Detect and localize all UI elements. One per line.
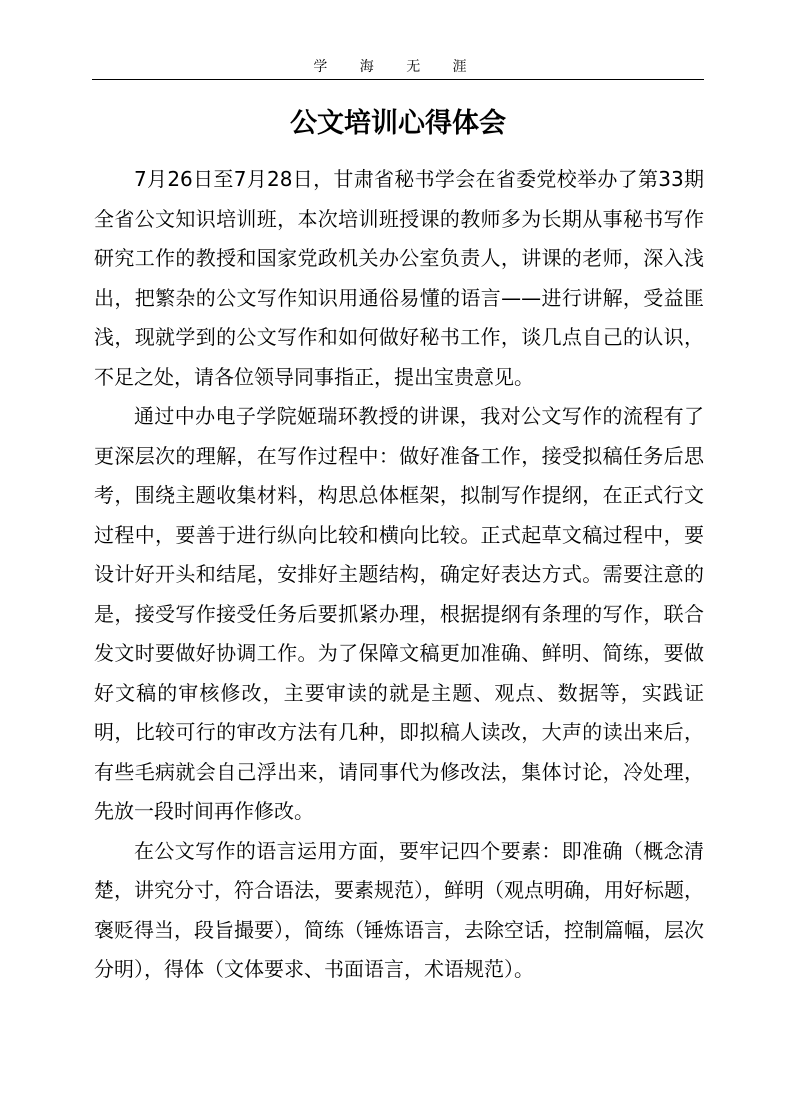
document-body <box>94 160 704 990</box>
paragraph-writing-process: 通过中办电子学院姬瑞环教授的讲课，我对公文写作的流程有了更深层次的理解，在写作过程中：做好准备工作，接受拟稿任务后思考，围绕主题收集材料，构思总体框架，拟制写作提纲，在正式行文过程中，要善于进行纵向比较和横向比较。正式起草文稿过程中，要设计好开头和结尾，安排好主题结构，确定好表达方式。需要注意的是，接受写作接受任务后要抓紧办理，根据提纲有条理的写作，联合发文时要做好协调工作。为了保障文稿更加准确、鲜明、简练，要做好文稿的审核修改，主要审读的就是主题、观点、数据等，实践证明，比较可行的审改方法有几种，即拟稿人读改，大声的读出来后，有些毛病就会自己浮出来，请同事代为修改法，集体讨论，冷处理，先放一段时间再作修改。 <box>94 404 704 823</box>
paragraph-language-usage: 在公文写作的语言运用方面，要牢记四个要素：即准确（概念清楚，讲究分寸，符合语法，要素规范），鲜明（观点明确，用好标题，褒贬得当，段旨撮要），简练（锤炼语言，去除空话，控制篇幅，层次分明），得体（文体要求、书面语言，术语规范）。 <box>94 838 704 981</box>
paragraph-intro: 7月26日至7月28日，甘肃省秘书学会在省委党校举办了第33期全省公文知识培训班，本次培训班授课的教师多为长期从事秘书写作研究工作的教授和国家党政机关办公室负责人，讲课的老师，深入浅出，把繁杂的公文写作知识用通俗易懂的语言——进行讲解，受益匪浅，现就学到的公文写作和如何做好秘书工作，谈几点自己的认识，不足之处，请各位领导同事指正，提出宝贵意见。 <box>94 167 704 389</box>
header-divider <box>92 79 704 80</box>
running-header: 学 海 无 涯 <box>313 59 481 75</box>
document-title: 公文培训心得体会 <box>290 108 506 139</box>
